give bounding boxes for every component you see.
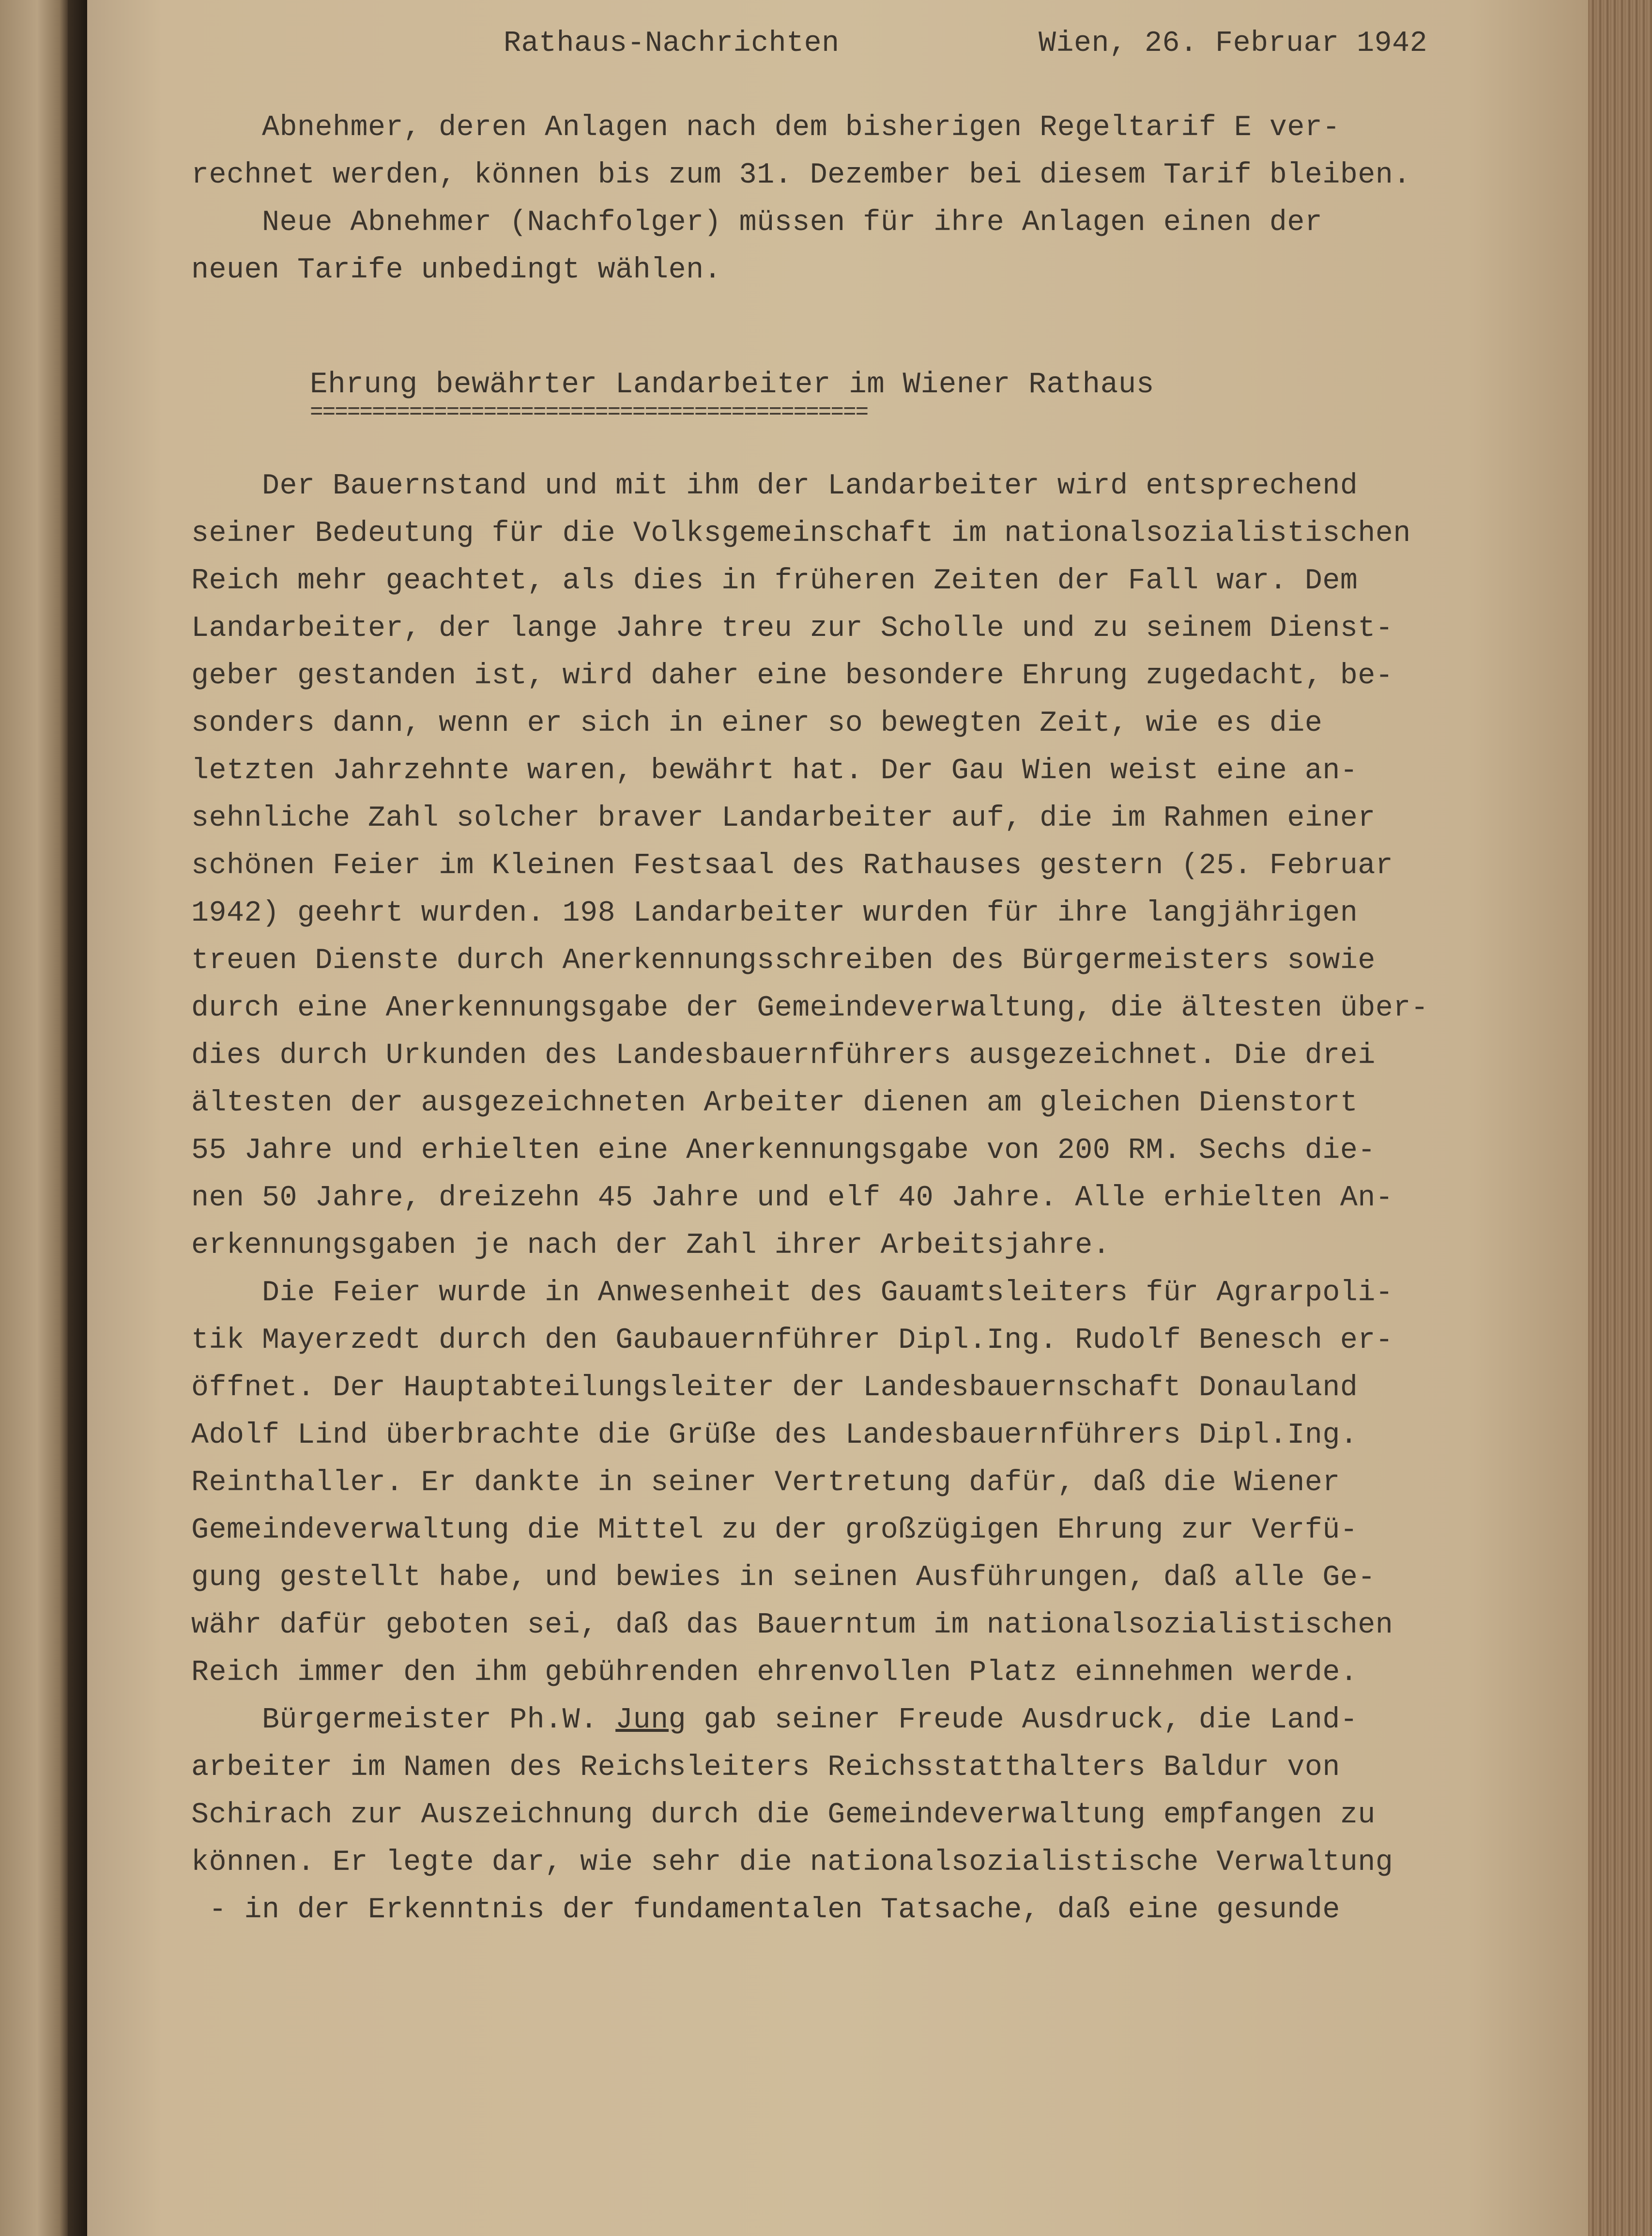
text-line: rechnet werden, können bis zum 31. Dezember bei diesem Tarif bleiben. bbox=[191, 159, 1411, 192]
running-header-title: Rathaus-Nachrichten bbox=[504, 27, 840, 60]
page-stack-edge bbox=[1588, 0, 1652, 2236]
text-line: nen 50 Jahre, dreizehn 45 Jahre und elf 40 Jahre. Alle erhielten An- bbox=[191, 1182, 1393, 1215]
text-line: Reinthaller. Er dankte in seiner Vertretung dafür, daß die Wiener bbox=[191, 1466, 1340, 1499]
text-line: letzten Jahrzehnte waren, bewährt hat. Der Gau Wien weist eine an- bbox=[191, 755, 1358, 787]
text-line: 1942) geehrt wurden. 198 Landarbeiter wurden für ihre langjährigen bbox=[191, 897, 1358, 930]
text-line-jung bbox=[191, 1696, 1428, 1744]
text-line: geber gestanden ist, wird daher eine besondere Ehrung zugedacht, be- bbox=[191, 660, 1393, 693]
text-line: Reich immer den ihm gebührenden ehrenvollen Platz einnehmen werde. bbox=[191, 1656, 1358, 1689]
text-line: - in der Erkenntnis der fundamentalen Tatsache, daß eine gesunde bbox=[191, 1894, 1340, 1927]
text-line: dies durch Urkunden des Landesbauernführers ausgezeichnet. Die drei bbox=[191, 1039, 1376, 1072]
text-line: arbeiter im Namen des Reichsleiters Reichsstatthalters Baldur von bbox=[191, 1751, 1340, 1784]
intro-paragraph bbox=[191, 104, 1411, 294]
text-line: Landarbeiter, der lange Jahre treu zur Scholle und zu seinem Dienst- bbox=[191, 612, 1393, 645]
text-line: Reich mehr geachtet, als dies in früheren Zeiten der Fall war. Dem bbox=[191, 565, 1358, 598]
jung-line-prefix: Bürgermeister Ph.W. bbox=[191, 1704, 616, 1737]
text-line: tik Mayerzedt durch den Gaubauernführer Dipl.Ing. Rudolf Benesch er- bbox=[191, 1324, 1393, 1357]
text-line: Neue Abnehmer (Nachfolger) müssen für ihre Anlagen einen der bbox=[191, 206, 1323, 239]
text-line: sehnliche Zahl solcher braver Landarbeiter auf, die im Rahmen einer bbox=[191, 802, 1376, 835]
text-line: schönen Feier im Kleinen Festsaal des Rathauses gestern (25. Februar bbox=[191, 849, 1393, 882]
book-gutter bbox=[68, 0, 87, 2236]
article-title: Ehrung bewährter Landarbeiter im Wiener Rathaus bbox=[310, 368, 1154, 401]
text-line: öffnet. Der Hauptabteilungsleiter der Landesbauernschaft Donauland bbox=[191, 1372, 1358, 1404]
text-line: treuen Dienste durch Anerkennungsschreiben des Bürgermeisters sowie bbox=[191, 944, 1376, 977]
text-line: Schirach zur Auszeichnung durch die Gemeindeverwaltung empfangen zu bbox=[191, 1799, 1376, 1832]
text-line: sonders dann, wenn er sich in einer so bewegten Zeit, wie es die bbox=[191, 707, 1323, 740]
text-line: Der Bauernstand und mit ihm der Landarbeiter wird entsprechend bbox=[191, 470, 1358, 503]
text-line: Die Feier wurde in Anwesenheit des Gauamtsleiters für Agrarpoli- bbox=[191, 1277, 1393, 1310]
mayor-name-underlined: Jung bbox=[615, 1704, 687, 1737]
text-line: gung gestellt habe, und bewies in seinen Ausführungen, daß alle Ge- bbox=[191, 1561, 1376, 1594]
text-line: währ dafür geboten sei, daß das Bauerntum im nationalsozialistischen bbox=[191, 1609, 1393, 1642]
title-double-underline: ============================================= bbox=[310, 400, 868, 425]
text-line: können. Er legte dar, wie sehr die nationalsozialistische Verwaltung bbox=[191, 1846, 1393, 1879]
previous-page-edge bbox=[0, 0, 68, 2236]
text-line: Abnehmer, deren Anlagen nach dem bisherigen Regeltarif E ver- bbox=[191, 111, 1340, 144]
text-line: durch eine Anerkennungsgabe der Gemeindeverwaltung, die ältesten über- bbox=[191, 992, 1429, 1025]
running-header-date: Wien, 26. Februar 1942 bbox=[1039, 27, 1428, 60]
text-line: ältesten der ausgezeichneten Arbeiter dienen am gleichen Dienstort bbox=[191, 1087, 1358, 1120]
text-line: Adolf Lind überbrachte die Grüße des Landesbauernführers Dipl.Ing. bbox=[191, 1419, 1358, 1452]
text-line: Gemeindeverwaltung die Mittel zu der großzügigen Ehrung zur Verfü- bbox=[191, 1514, 1358, 1547]
jung-line-suffix: gab seiner Freude Ausdruck, die Land- bbox=[686, 1704, 1358, 1737]
text-line: 55 Jahre und erhielten eine Anerkennungsgabe von 200 RM. Sechs die- bbox=[191, 1134, 1376, 1167]
text-line: neuen Tarife unbedingt wählen. bbox=[191, 254, 722, 287]
text-line: erkennungsgaben je nach der Zahl ihrer Arbeitsjahre. bbox=[191, 1229, 1111, 1262]
article-body bbox=[191, 463, 1428, 1934]
text-line: seiner Bedeutung für die Volksgemeinschaft im nationalsozialistischen bbox=[191, 517, 1411, 550]
